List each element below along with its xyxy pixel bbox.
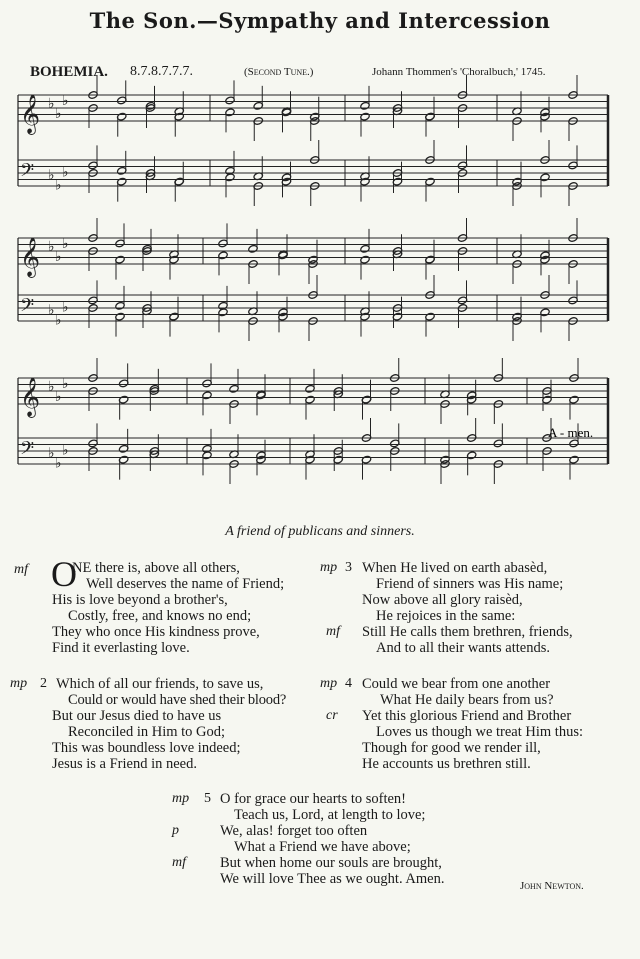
verse-line: Loves us though we treat Him thus: (376, 724, 584, 740)
flat-icon: ♭ (55, 177, 62, 194)
verse-line: Yet this glorious Friend and Brother (362, 708, 572, 724)
flat-icon: ♭ (62, 92, 69, 109)
flat-icon: ♭ (62, 299, 69, 316)
verse-line: Friend of sinners was His name; (376, 576, 564, 592)
dynamic-marking: mp (320, 676, 338, 691)
verse-line: Jesus is a Friend in need. (52, 756, 197, 772)
flat-icon: ♭ (55, 312, 62, 329)
caption: A friend of publicans and sinners. (225, 524, 415, 539)
verse-line: Though for good we render ill, (362, 740, 541, 756)
verse-line: What He daily bears from us? (380, 692, 554, 708)
verse-line: We, alas! forget too often (220, 823, 368, 839)
verse-line: When He lived on earth abasèd, (362, 560, 548, 576)
flat-icon: ♭ (48, 379, 55, 395)
verse-line: Well deserves the name of Friend; (86, 576, 285, 592)
tune-name: BOHEMIA. (30, 64, 108, 80)
verse-line: Reconciled in Him to God; (68, 724, 226, 740)
amen-label: A - men. (548, 425, 594, 440)
flat-icon: ♭ (48, 302, 55, 319)
verse-line: Could we bear from one another (362, 676, 551, 692)
flat-icon: ♭ (55, 105, 62, 122)
verse-line: But when home our souls are brought, (220, 855, 442, 871)
tune-composer: Johann Thommen's 'Choralbuch,' 1745. (372, 66, 546, 78)
flat-icon: ♭ (62, 442, 69, 459)
verse-line: And to all their wants attends. (376, 640, 550, 656)
verse-line: His is love beyond a brother's, (52, 592, 228, 608)
flat-icon: ♭ (62, 164, 69, 181)
verse-number: 4 (345, 676, 352, 691)
dynamic-marking: mp (320, 560, 338, 575)
verse-line: Could or would have shed their blood? (68, 692, 287, 708)
bass-clef-icon: 𝄢 (20, 438, 35, 464)
author-credit: John Newton. (520, 880, 584, 892)
dynamic-marking: p (172, 823, 179, 838)
dynamic-marking: mp (172, 791, 190, 806)
verse-line: But our Jesus died to have us (52, 708, 222, 724)
dynamic-marking: mf (172, 855, 186, 870)
verse-line: Teach us, Lord, at length to love; (234, 807, 426, 823)
flat-icon: ♭ (55, 248, 62, 265)
verse-line: He rejoices in the same: (376, 608, 516, 624)
verse-number: 3 (345, 560, 352, 575)
verse-line: Still He calls them brethren, friends, (362, 624, 573, 640)
flat-icon: ♭ (55, 455, 62, 472)
verse-line: Costly, free, and knows no end; (68, 608, 252, 624)
bass-clef-icon: 𝄢 (20, 160, 35, 186)
tune-alternate: (Second Tune.) (244, 66, 314, 78)
verse-line: O for grace our hearts to soften! (220, 791, 407, 807)
dynamic-marking: mp (10, 676, 28, 691)
tune-meter: 8.7.8.7.7.7. (130, 64, 193, 79)
treble-clef-icon: 𝄞 (20, 237, 41, 277)
flat-icon: ♭ (55, 388, 62, 405)
dynamic-marking: mf (326, 624, 340, 639)
treble-clef-icon: 𝄞 (20, 377, 41, 417)
verse-number: 5 (204, 791, 211, 806)
verse-line: He accounts us brethren still. (362, 756, 531, 772)
flat-icon: ♭ (48, 167, 55, 184)
flat-icon: ♭ (48, 445, 55, 462)
page-title: The Son.—Sympathy and Intercession (89, 8, 551, 33)
verse-line: Find it everlasting love. (52, 640, 190, 656)
dynamic-marking: mf (14, 562, 28, 577)
dynamic-marking: cr (326, 708, 338, 723)
flat-icon: ♭ (62, 235, 69, 252)
drop-cap: O (51, 554, 77, 594)
flat-icon: ♭ (48, 96, 55, 112)
bass-clef-icon: 𝄢 (20, 295, 35, 321)
verse-line: This was boundless love indeed; (52, 740, 241, 756)
verse-line: Which of all our friends, to save us, (56, 676, 264, 692)
flat-icon: ♭ (62, 375, 69, 392)
verse-line: Now above all glory raisèd, (362, 592, 523, 608)
verse-line: What a Friend we have above; (234, 839, 411, 855)
verse-line: We will love Thee as we ought. Amen. (220, 871, 445, 887)
verse-line: They who once His kindness prove, (52, 624, 260, 640)
verse-number: 2 (40, 676, 47, 691)
flat-icon: ♭ (48, 239, 55, 255)
treble-clef-icon: 𝄞 (20, 94, 41, 134)
verse-line: NE there is, above all others, (72, 560, 240, 576)
